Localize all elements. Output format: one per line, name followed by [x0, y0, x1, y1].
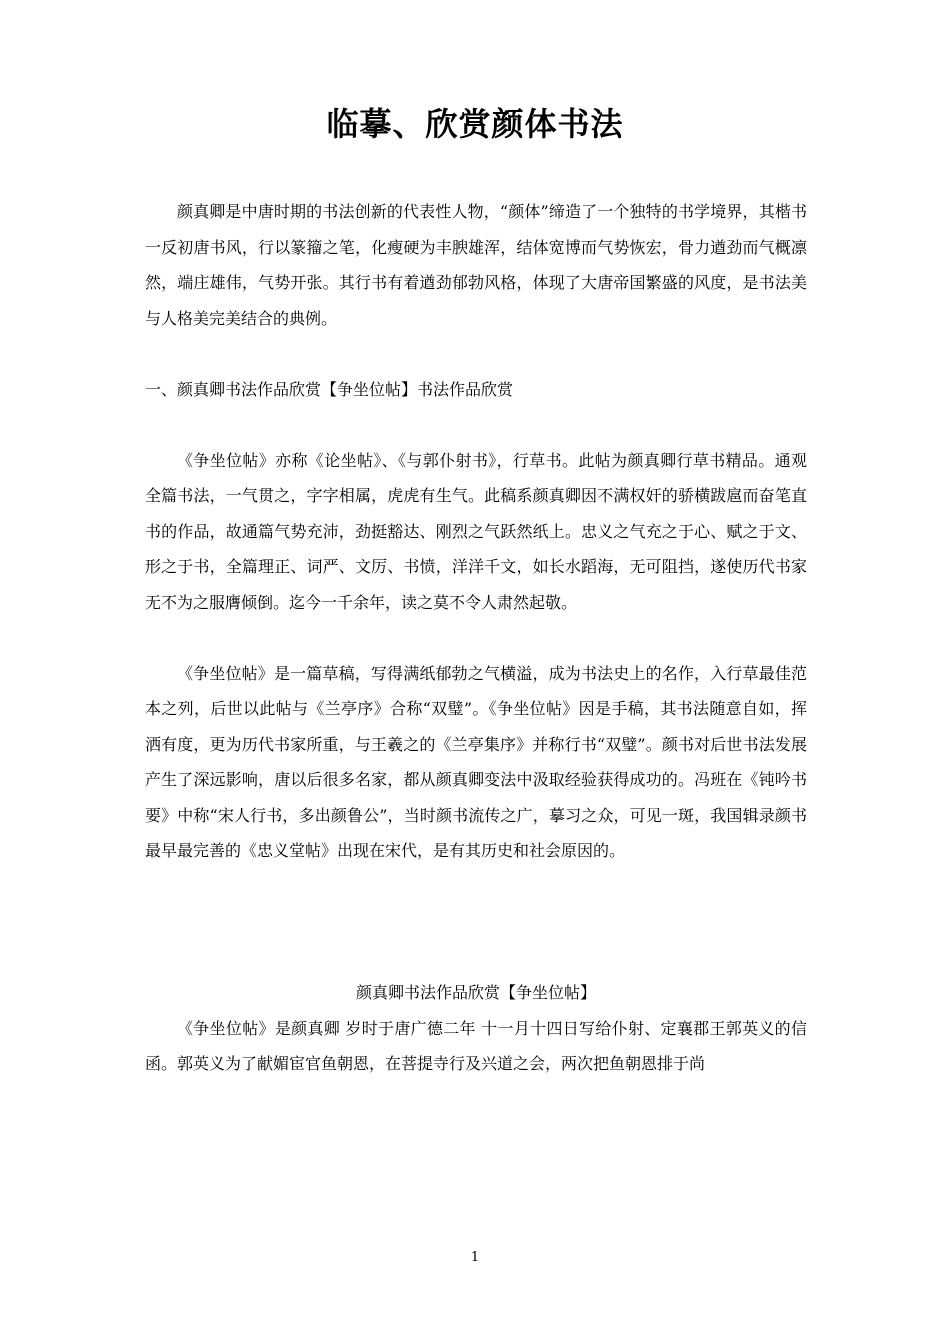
- page-title: 临摹、欣赏颜体书法: [326, 105, 624, 143]
- blank-line: [145, 904, 807, 940]
- paragraph-zuowei-intro: 《争坐位帖》亦称《论坐帖》、《与郭仆射书》，行草书。此帖为颜真卿行草书精品。通观全篇书法，一气贯之，字字相属，虎虎有生气。此稿系颜真卿因不满权奸的骄横跋扈而奋笔直书的作品，故通篇气势充沛，劲挺豁达、刚烈之气跃然纸上。忠义之气充之于心、赋之于文、形之于书，全篇理正、词严、文厉、书愤，洋洋千文，如长水蹈海，无可阻挡，遂使历代书家无不为之服膺倾倒。迄今一千余年，读之莫不令人肃然起敬。: [145, 450, 807, 612]
- paragraph-zuowei-history: 《争坐位帖》是一篇草稿，写得满纸郁勃之气横溢，成为书法史上的名作，入行草最佳范本之列，后世以此帖与《兰亭序》合称“双璧”。《争坐位帖》因是手稿，其书法随意自如，挥洒有度，更为历代书家所重，与王羲之的《兰亭集序》并称行书“双璧”。颜书对后世书法发展产生了深远影响，唐以后很多名家，都从颜真卿变法中汲取经验获得成功的。冯班在《钝吟书要》中称“宋人行书，多出颜鲁公”，当时颜书流传之广，摹习之众，可见一斑，我国辑录颜书最早最完善的《忠义堂帖》出现在宋代，是有其历史和社会原因的。: [145, 663, 807, 860]
- section-heading: 一、颜真卿书法作品欣赏【争坐位帖】书法作品欣赏: [145, 379, 514, 399]
- subheading-appreciation: 颜真卿书法作品欣赏【争坐位帖】: [355, 983, 596, 1002]
- paragraph-letter: 《争坐位帖》是颜真卿 岁时于唐广德二年 十一月十四日写给仆射、定襄郡王郭英义的信函。郭英义为了献媚宦官鱼朝恩，在菩提寺行及兴道之会，两次把鱼朝恩排于尚: [145, 1018, 807, 1073]
- document-body: [145, 194, 807, 1082]
- page-number: 1: [470, 1250, 480, 1265]
- paragraph-intro: 颜真卿是中唐时期的书法创新的代表性人物，“颜体”缔造了一个独特的书学境界，其楷书一反初唐书风，行以篆籀之笔，化瘦硬为丰腴雄浑，结体宽博而气势恢宏，骨力遒劲而气概凛然，端庄雄伟，气势开张。其行书有着遒劲郁勃风格，体现了大唐帝国繁盛的风度，是书法美与人格美完美结合的典例。: [145, 202, 807, 328]
